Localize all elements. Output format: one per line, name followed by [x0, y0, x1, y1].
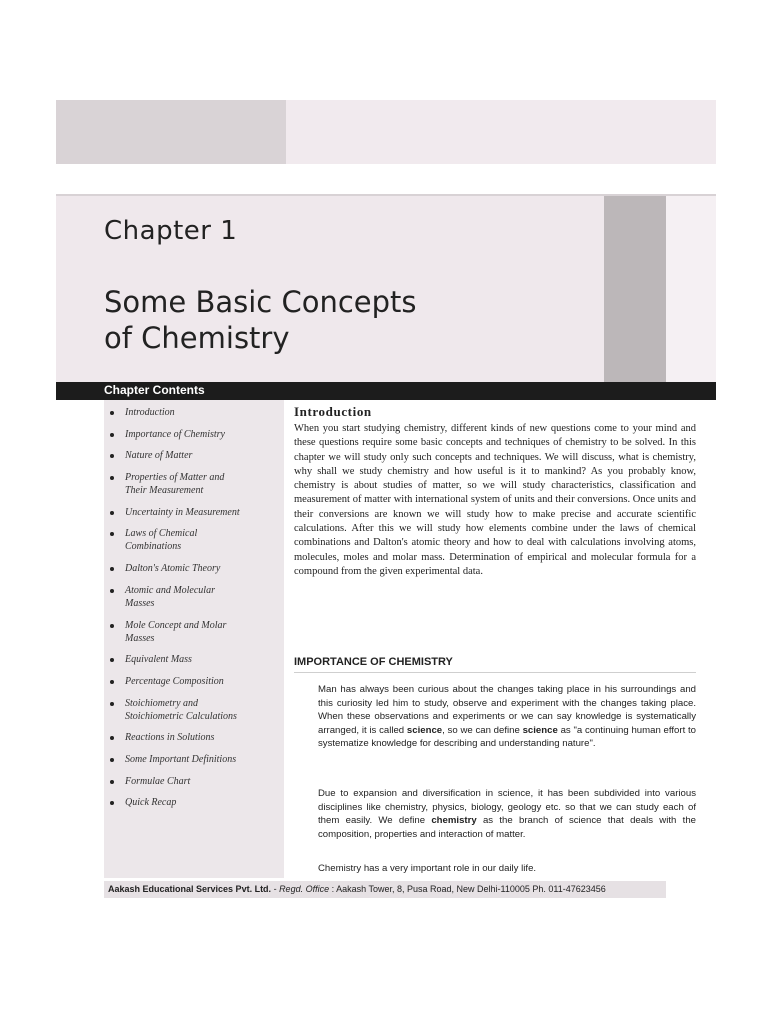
contents-item: Quick Recap	[106, 796, 284, 809]
contents-item: Properties of Matter and Their Measurement	[106, 471, 284, 497]
chapter-side-tab	[604, 196, 666, 382]
contents-item: Nature of Matter	[106, 449, 284, 462]
contents-item: Atomic and Molecular Masses	[106, 584, 284, 610]
chapter-side-tab-light	[666, 196, 716, 382]
importance-heading: IMPORTANCE OF CHEMISTRY	[294, 656, 453, 668]
chapter-title-line-2: of Chemistry	[104, 321, 290, 355]
contents-list	[106, 406, 284, 818]
importance-paragraph-1: Man has always been curious about the changes taking place in his surroundings and this curiosity led him to study, observe and experiment with the changes taking place. When these observations and experiments or we can say knowledge is systematically arranged, it is called science, so we can define science as "a continuing human effort to systematize knowledge for describing and understanding nature".	[318, 684, 696, 750]
contents-item: Equivalent Mass	[106, 653, 284, 666]
contents-item: Dalton's Atomic Theory	[106, 562, 284, 575]
keyword-science: science	[522, 724, 558, 736]
keyword-chemistry: chemistry	[431, 815, 477, 827]
contents-item: Some Important Definitions	[106, 753, 284, 766]
contents-item: Uncertainty in Measurement	[106, 506, 284, 519]
importance-rule	[294, 672, 696, 673]
contents-item: Laws of Chemical Combinations	[106, 527, 284, 553]
importance-paragraph-2: Due to expansion and diversification in science, it has been subdivided into various disciplines like chemistry, physics, biology, geology etc. so that we can study each of them easily. We define chemistry as the branch of science that deals with the composition, properties and interaction of matter.	[318, 788, 696, 840]
footer-company: Aakash Educational Services Pvt. Ltd.	[108, 884, 272, 894]
chapter-title	[104, 284, 417, 356]
header-band-accent	[56, 100, 286, 164]
contents-item: Introduction	[106, 406, 284, 419]
contents-item: Importance of Chemistry	[106, 428, 284, 441]
introduction-body: When you start studying chemistry, different kinds of new questions come to your mind and these questions require some basic concepts and techniques of chemistry to be solved. In this chapter we will study only such concepts and techniques. We will discuss, what is chemistry, why shall we study chemistry and how useful is it to mankind? As you probably know, chemistry is about studies of matter, so we will study characteristics, classification and measurement of matter with international system of units and their conversions. Once units and their conversions are known we will study how to make precise and accurate scientific calculations. After this we will study how elements combine under the laws of chemical combinations and Dalton's atomic theory and how to deal with calculations involving atoms, molecules, moles and molar mass. Determination of empirical and molecular formula for a compound from the given experimental data.	[294, 423, 696, 577]
chapter-title-line-1: Some Basic Concepts	[104, 285, 417, 319]
introduction-heading: Introduction	[294, 404, 372, 419]
contents-item: Stoichiometry and Stoichiometric Calculations	[106, 697, 284, 723]
chapter-contents-label: Chapter Contents	[104, 383, 205, 397]
footer-text: Aakash Educational Services Pvt. Ltd. - Regd. Office : Aakash Tower, 8, Pusa Road, New Delhi-110005 Ph. 011-47623456	[108, 884, 606, 894]
contents-item: Reactions in Solutions	[106, 731, 284, 744]
footer-office-label: Regd. Office	[279, 884, 330, 894]
contents-item: Mole Concept and Molar Masses	[106, 619, 284, 645]
contents-item: Percentage Composition	[106, 675, 284, 688]
chapter-number: Chapter 1	[104, 216, 238, 246]
keyword-science: science	[406, 724, 443, 736]
contents-item: Formulae Chart	[106, 775, 284, 788]
footer-address: : Aakash Tower, 8, Pusa Road, New Delhi-110005 Ph. 011-47623456	[329, 884, 606, 894]
importance-paragraph-3: Chemistry has a very important role in our daily life.	[318, 863, 537, 874]
